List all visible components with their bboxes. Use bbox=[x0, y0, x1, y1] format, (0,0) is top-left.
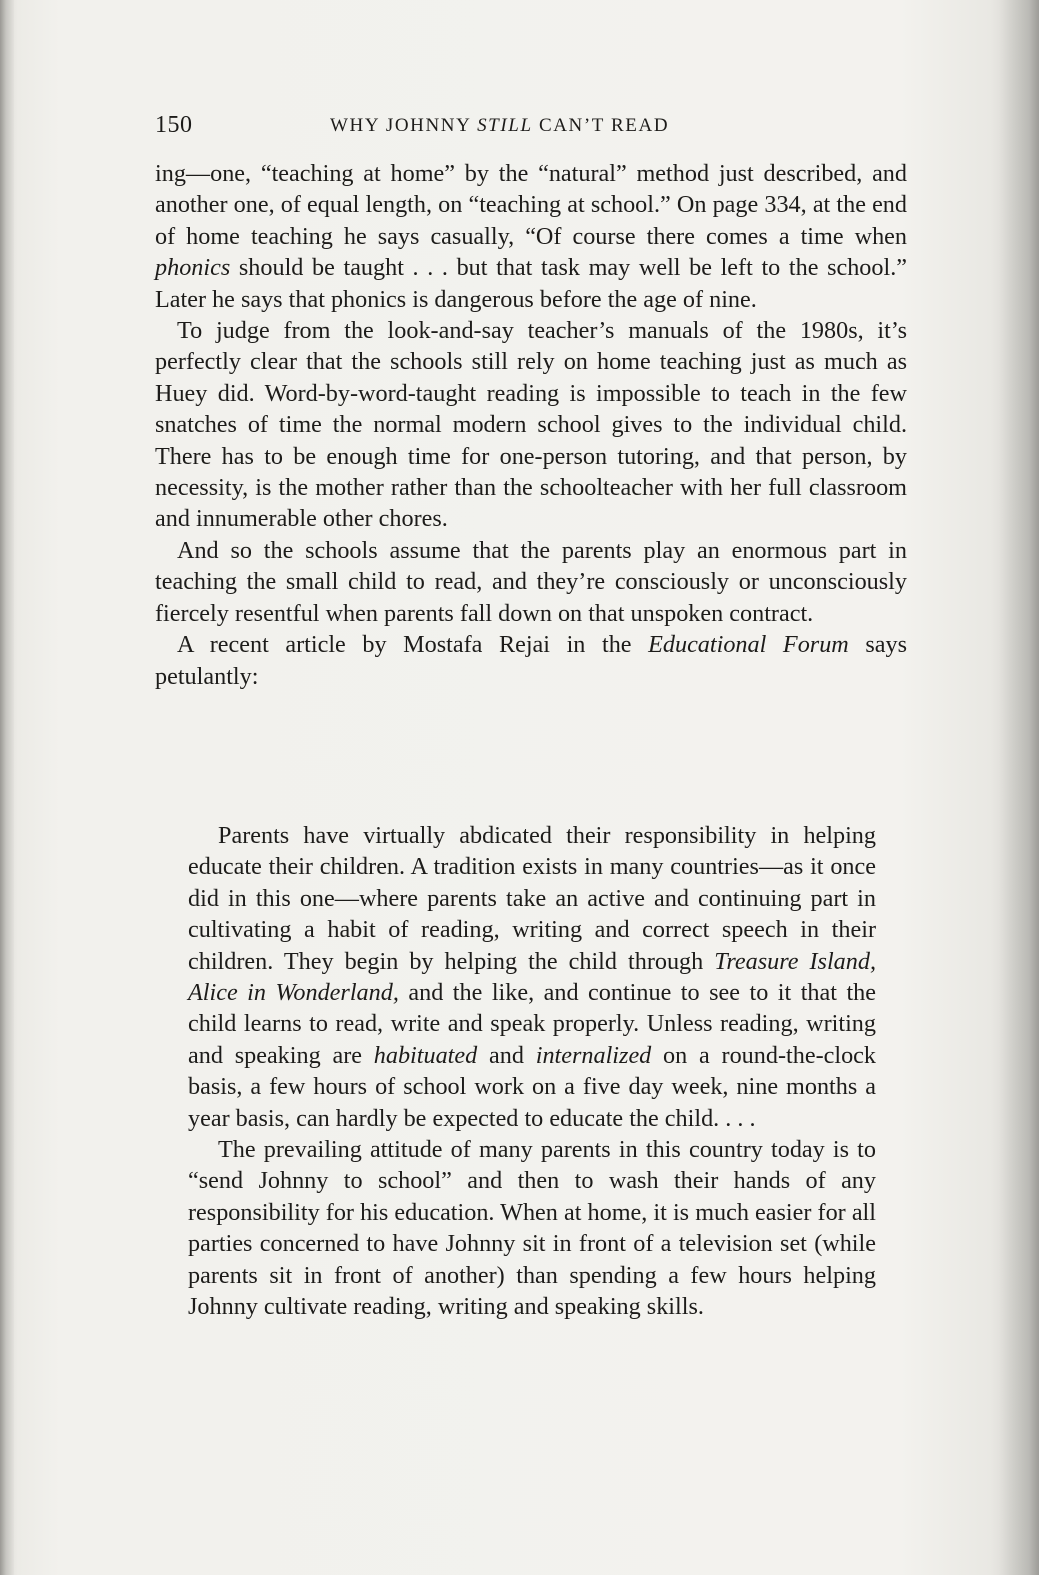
paragraph-4 bbox=[155, 629, 907, 692]
paragraph-3: And so the schools assume that the parents play an enormous part in teaching the small child to read, and they’re consciously or unconsciously fiercely resentful when parents fall down on that unspoken contract. bbox=[155, 536, 907, 627]
quote-paragraph-2: The prevailing attitude of many parents in this country today is to “send Johnny to school” and then to wash their hands of any responsibility for his education. When at home, it is much easier for all parties concerned to have Johnny sit in front of a television set (while parents sit in front of another) than spending a few hours helping Johnny cultivate reading, writing and speaking skills. bbox=[188, 1136, 876, 1321]
paragraph-1-text-end: should be taught . . . but that task may well be left to the school.” Later he says that phonics is dangerous before the age of nine. bbox=[155, 254, 907, 313]
page-header bbox=[155, 112, 915, 146]
book-binding-edge bbox=[0, 0, 14, 1575]
quote-text-c: and the like, and continue to see to it that the child learns to read, write and speak properly. Unless reading, writing and speaking are bbox=[188, 979, 877, 1069]
quote-text-a: Parents have virtually abdicated their responsibility in helping educate their children. A tradition exists in many countries—as it once did in this one—where parents take an active and continuing part in cultivating a habit of reading, writing and correct speech in their children. They begin by helping the child through bbox=[188, 822, 876, 975]
block-quote bbox=[188, 820, 876, 1323]
paragraph-1 bbox=[155, 158, 907, 315]
paragraph-1-italic: phonics bbox=[155, 254, 231, 282]
book-titles: Treasure Island, Alice in Wonderland, bbox=[188, 947, 877, 1007]
quote-text-e: and bbox=[477, 1041, 536, 1069]
journal-title: Educational Forum bbox=[648, 631, 849, 659]
running-head-text-end: CAN’T READ bbox=[532, 115, 670, 136]
paragraph-1-text: ing—one, “teaching at home” by the “natural” method just described, and another one, of equal length, on “teaching at school.” On page 334, at the end of home teaching he says casually, “Of course there comes a time when bbox=[155, 160, 907, 250]
page-edge-shadow bbox=[999, 0, 1039, 1575]
running-head-text: WHY JOHNNY bbox=[330, 115, 478, 136]
quote-italic-habituated: habituated bbox=[373, 1041, 478, 1069]
running-head bbox=[330, 115, 669, 137]
body-text bbox=[155, 158, 907, 692]
quote-text-g: on a round-the-clock basis, a few hours of school work on a five day week, nine months a year basis, can hardly be expected to educate the child. . . . bbox=[188, 1041, 876, 1132]
paragraph-4-text: A recent article by Mostafa Rejai in the bbox=[177, 631, 649, 659]
quote-paragraph-1 bbox=[188, 820, 876, 1134]
running-head-italic: STILL bbox=[477, 115, 533, 136]
paragraph-2: To judge from the look-and-say teacher’s manuals of the 1980s, it’s perfectly clear that the schools still rely on home teaching just as much as Huey did. Word-by-word-taught reading is impossible to teach in the few snatches of time the normal modern school gives to the individual child. There has to be enough time for one-person tutoring, and that person, by necessity, is the mother rather than the schoolteacher with her full classroom and innumerable other chores. bbox=[155, 317, 907, 533]
paragraph-4-text-end: says petulantly: bbox=[155, 631, 907, 690]
quote-italic-internalized: internalized bbox=[535, 1041, 652, 1069]
page-number: 150 bbox=[155, 112, 193, 138]
